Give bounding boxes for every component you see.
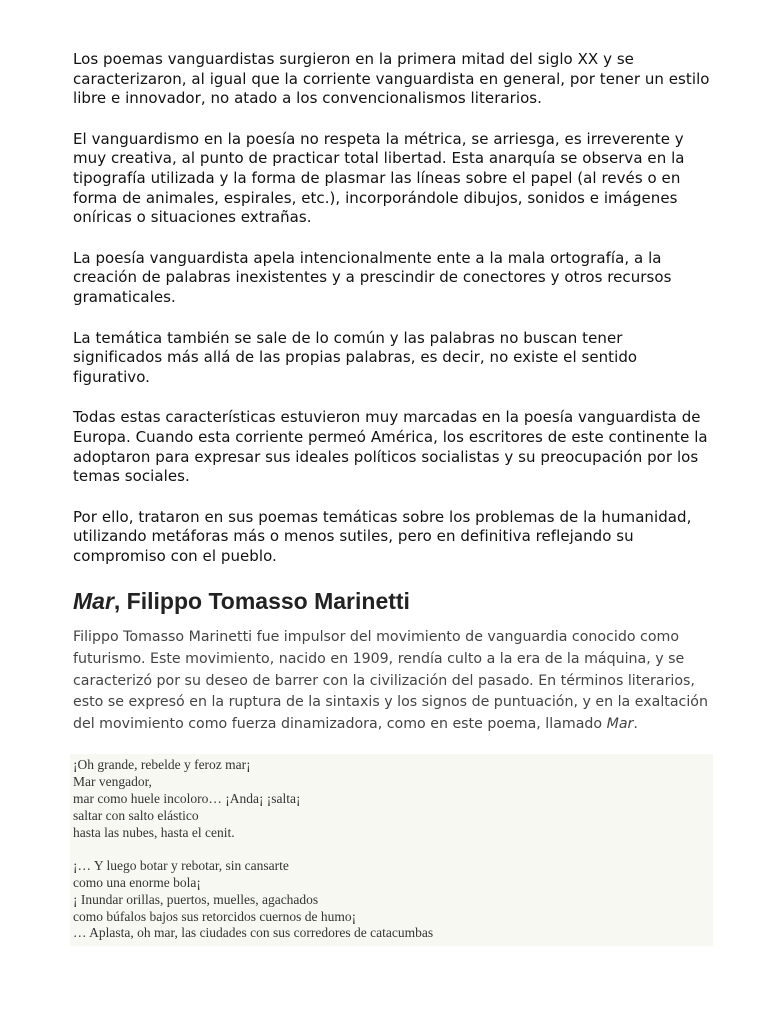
paragraph-3: La poesía vanguardista apela intencionalmente ente a la mala ortografía, a la creación de palabras inexistentes y a prescindir de conectores y otros recursos gramaticales. [73,248,672,306]
poem-line: ¡ Inundar orillas, puertos, muelles, agachados [73,891,319,907]
heading-poem-title: Mar [73,588,114,615]
paragraph-1: Los poemas vanguardistas surgieron en la primera mitad del siglo XX y se caracterizaron, al igual que la corriente vanguardista en general, por tener un estilo libre e innovador, no atado a los convencionalismos literarios. [73,50,710,108]
poem-line: saltar con salto elástico [73,807,199,823]
intro-end: . [633,715,638,732]
article-content [73,50,713,946]
section-heading [73,587,713,615]
heading-author: , Filippo Tomasso Marinetti [113,588,410,615]
paragraph-2: El vanguardismo en la poesía no respeta la métrica, se arriesga, es irreverente y muy creativa, al punto de practicar total libertad. Esta anarquía se observa en la tipografía utilizada y la forma de plasmar las líneas sobre el papel (al revés o en forma de animales, espirales, etc.), incorporándole dibujos, sonidos e imágenes oníricas o situaciones extrañas. [73,129,685,227]
poem-line: como búfalos bajos sus retorcidos cuernos de humo¡ [73,908,357,924]
poem-line: Mar vengador, [73,774,152,790]
intro-poem-name: Mar [606,715,634,732]
section-intro [73,627,713,735]
poem-line: mar como huele incoloro… ¡Anda¡ ¡salta¡ [73,791,301,807]
stanza-gap [73,841,710,858]
poem-line: hasta las nubes, hasta el cenit. [73,824,235,840]
intro-text: Filippo Tomasso Marinetti fue impulsor del movimiento de vanguardia conocido como futurismo. Este movimiento, nacido en 1909, rendía culto a la era de la máquina, y se caracterizó por su deseo de barrer con la civilización del pasado. En términos literarios, esto se expresó en la ruptura de la sintaxis y los signos de puntuación, y en la exaltación del movimiento como fuerza dinamizadora, como en este poema, llamado [73,629,708,732]
poem-line: ¡… Y luego botar y rebotar, sin cansarte [73,858,289,874]
paragraph-6: Por ello, trataron en sus poemas temáticas sobre los problemas de la humanidad, utilizando metáforas más o menos sutiles, pero en definitiva reflejando su compromiso con el pueblo. [73,507,692,565]
poem-line: ¡Oh grande, rebelde y feroz mar¡ [73,757,251,773]
poem-line: … Aplasta, oh mar, las ciudades con sus corredores de catacumbas [73,925,434,941]
paragraph-5: Todas estas características estuvieron muy marcadas en la poesía vanguardista de Europa. Cuando esta corriente permeó América, los escritores de este continente la adoptaron para expresar sus ideales políticos socialistas y su preocupación por los temas sociales. [73,408,708,486]
poem-block [70,754,713,946]
poem-line: como una enorme bola¡ [73,875,201,891]
paragraph-4: La temática también se sale de lo común y las palabras no buscan tener significados más allá de las propias palabras, es decir, no existe el sentido figurativo. [73,328,638,386]
